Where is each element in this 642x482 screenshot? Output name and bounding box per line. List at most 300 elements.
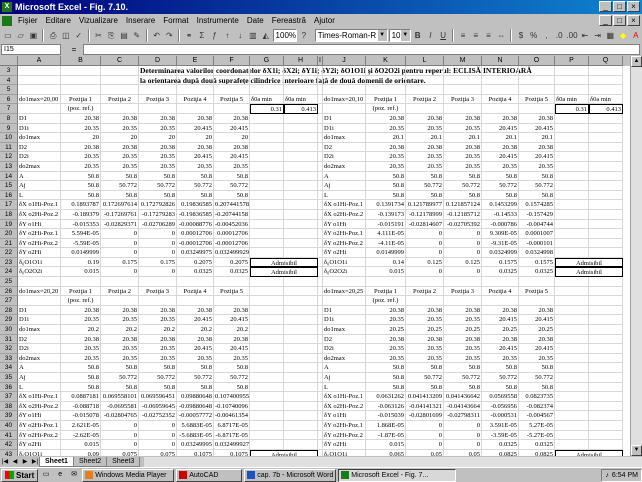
cell-q13[interactable] — [589, 162, 623, 172]
cell-p22[interactable] — [555, 248, 589, 258]
cell-m7[interactable] — [444, 104, 482, 114]
cell-k17[interactable]: 0.1391734 — [366, 200, 406, 210]
cell-a29[interactable]: D1i — [18, 315, 61, 325]
cell-h4[interactable] — [284, 76, 318, 86]
cell-q37[interactable] — [589, 392, 623, 402]
cell-q9[interactable] — [589, 124, 623, 134]
cell-f31[interactable]: 20.38 — [214, 335, 250, 345]
cell-p11[interactable] — [555, 143, 589, 153]
cell-n29[interactable]: 20.415 — [482, 315, 519, 325]
cell-a7[interactable] — [18, 104, 61, 114]
cell-q36[interactable] — [589, 383, 623, 393]
cell-m17[interactable]: 0.121857124 — [445, 201, 480, 209]
cell-n36[interactable]: 50.8 — [482, 383, 519, 393]
cell-o3[interactable] — [519, 66, 555, 76]
align-center-icon[interactable]: ≡ — [473, 30, 478, 40]
row-header[interactable]: 11 — [0, 143, 18, 153]
mail-icon[interactable]: ✉ — [71, 471, 78, 478]
cell-c3[interactable] — [101, 66, 139, 76]
italic-button[interactable]: I — [429, 30, 432, 40]
row-header[interactable]: 13 — [0, 162, 18, 172]
cell-h33[interactable] — [284, 354, 318, 364]
cell-g17[interactable] — [250, 200, 284, 210]
cell-e19[interactable]: -0.00088776 — [178, 220, 212, 228]
formula-input[interactable] — [83, 44, 640, 55]
cell-h41[interactable] — [284, 431, 318, 441]
font-size-select[interactable] — [389, 29, 411, 42]
cell-q22[interactable] — [589, 248, 623, 258]
cell-n13[interactable]: 20.35 — [482, 162, 519, 172]
row-header[interactable]: 18 — [0, 210, 18, 220]
cell-l19[interactable]: -0.02814607 — [406, 220, 444, 230]
cell-a14[interactable]: A — [18, 172, 61, 182]
cell-a19[interactable]: δY o1Hi — [18, 220, 61, 230]
cell-a22[interactable]: δY o2Hi — [18, 248, 61, 258]
cell-f33[interactable]: 20.35 — [214, 354, 250, 364]
cell-m42[interactable]: 0 — [444, 440, 482, 450]
cell-n35[interactable]: 50.772 — [482, 373, 519, 383]
cell-m36[interactable]: 50.8 — [444, 383, 482, 393]
cell-d9[interactable]: 20.35 — [139, 124, 177, 134]
cell-b16[interactable]: 50.8 — [61, 191, 101, 201]
cell-h18[interactable] — [284, 210, 318, 220]
cell-b29[interactable]: 20.35 — [61, 315, 101, 325]
task-media-player[interactable] — [82, 469, 174, 482]
cell-l22[interactable]: 0 — [406, 248, 444, 258]
column-header-i[interactable]: I — [318, 56, 323, 66]
cell-q5[interactable] — [589, 85, 623, 95]
column-header-m[interactable]: M — [444, 56, 482, 66]
cell-m5[interactable] — [444, 85, 482, 95]
cell-e42[interactable]: 0.03249995 — [177, 440, 214, 450]
cell-m34[interactable]: 50.8 — [444, 363, 482, 373]
cell-h10[interactable] — [284, 133, 318, 143]
row-header[interactable]: 5 — [0, 85, 18, 95]
cell-o22[interactable]: 0.0324998 — [519, 248, 555, 258]
scroll-up-icon[interactable]: ▲ — [631, 56, 642, 67]
cell-m23[interactable]: 0.125 — [444, 258, 482, 268]
cell-n3[interactable] — [482, 66, 519, 76]
cell-q38[interactable] — [589, 402, 623, 412]
cell-b10[interactable]: 20 — [61, 133, 101, 143]
cell-k15[interactable]: 50.8 — [366, 181, 406, 191]
cell-q27[interactable] — [589, 296, 623, 306]
cell-g29[interactable] — [250, 315, 284, 325]
cell-f27[interactable] — [214, 296, 250, 306]
task-excel[interactable] — [338, 469, 456, 482]
cell-k35[interactable]: 50.8 — [366, 373, 406, 383]
font-color-icon[interactable]: A — [633, 30, 639, 40]
cell-e18[interactable]: -0.19836585 — [178, 210, 212, 218]
cell-l15[interactable]: 50.772 — [406, 181, 444, 191]
cell-h39[interactable] — [284, 411, 318, 421]
cell-h28[interactable] — [284, 306, 318, 316]
row-header[interactable]: 19 — [0, 220, 18, 230]
cell-e16[interactable]: 50.8 — [177, 191, 214, 201]
cell-l35[interactable]: 50.772 — [406, 373, 444, 383]
cell-g12[interactable] — [250, 152, 284, 162]
cell-g5[interactable] — [250, 85, 284, 95]
cell-k10[interactable]: 20.1 — [366, 133, 406, 143]
cell-e29[interactable]: 20.415 — [177, 315, 214, 325]
cell-f12[interactable]: 20.415 — [214, 152, 250, 162]
menu-view[interactable]: Vizualizare — [78, 16, 118, 25]
cell-c35[interactable]: 50.772 — [101, 373, 139, 383]
cell-e9[interactable]: 20.415 — [177, 124, 214, 134]
cell-c36[interactable]: 50.8 — [101, 383, 139, 393]
last-sheet-icon[interactable]: ▶| — [31, 458, 39, 465]
cell-f15[interactable]: 50.772 — [214, 181, 250, 191]
cell-l5[interactable] — [406, 85, 444, 95]
cell-k16[interactable]: 50.8 — [366, 191, 406, 201]
workbook-icon[interactable] — [2, 16, 12, 26]
function-icon[interactable]: ƒ — [212, 30, 217, 40]
cell-p36[interactable] — [555, 383, 589, 393]
cell-j36[interactable]: L — [323, 383, 366, 393]
cell-b37[interactable]: 0.0887181 — [61, 392, 101, 402]
cell-p9[interactable] — [555, 124, 589, 134]
menu-window[interactable]: Fereastră — [271, 16, 306, 25]
row-header[interactable]: 33 — [0, 354, 18, 364]
cell-d40[interactable]: 0 — [139, 421, 177, 431]
font-select[interactable] — [315, 29, 388, 42]
cell-p7[interactable]: 0.31 — [555, 104, 589, 114]
cell-a6[interactable]: do1max=20,00 — [18, 95, 61, 105]
cell-b4[interactable] — [61, 76, 101, 86]
cell-k38[interactable]: -0.063126 — [366, 402, 406, 412]
bold-button[interactable]: B — [414, 30, 421, 40]
cell-c34[interactable]: 50.8 — [101, 363, 139, 373]
cell-o5[interactable] — [519, 85, 555, 95]
cell-c13[interactable]: 20.35 — [101, 162, 139, 172]
cell-f42[interactable]: 0.032499927 — [215, 441, 250, 449]
cell-o33[interactable]: 20.35 — [519, 354, 555, 364]
cell-o10[interactable]: 20.1 — [519, 133, 555, 143]
cell-a12[interactable]: D2i — [18, 152, 61, 162]
cell-o31[interactable]: 20.38 — [519, 335, 555, 345]
cell-c8[interactable]: 20.38 — [101, 114, 139, 124]
cell-p38[interactable] — [555, 402, 589, 412]
cell-p41[interactable] — [555, 431, 589, 441]
cell-k9[interactable]: 20.35 — [366, 124, 406, 134]
cell-m3[interactable] — [444, 66, 482, 76]
vertical-scrollbar[interactable] — [630, 56, 642, 456]
menu-data[interactable]: Date — [246, 16, 264, 25]
cut-icon[interactable]: ✂ — [95, 30, 102, 40]
cell-e4[interactable] — [177, 76, 214, 86]
cell-f41[interactable]: -6.8717E-05 — [215, 431, 248, 439]
cell-j15[interactable]: Aj — [323, 181, 366, 191]
cell-g30[interactable] — [250, 325, 284, 335]
row-header[interactable]: 22 — [0, 248, 18, 258]
cell-b41[interactable]: -2.62E-05 — [61, 431, 101, 441]
cell-n27[interactable] — [482, 296, 519, 306]
cell-f36[interactable]: 50.8 — [214, 383, 250, 393]
cell-a16[interactable]: L — [18, 191, 61, 201]
cell-k33[interactable]: 20.35 — [366, 354, 406, 364]
cell-n7[interactable] — [482, 104, 519, 114]
cell-b35[interactable]: 50.8 — [61, 373, 101, 383]
row-header[interactable]: 15 — [0, 181, 18, 191]
cell-g43[interactable]: Admisibil — [250, 450, 318, 456]
cell-a31[interactable]: D2 — [18, 335, 61, 345]
column-header-p[interactable]: P — [555, 56, 589, 66]
cell-a36[interactable]: L — [18, 383, 61, 393]
cell-j3[interactable] — [323, 66, 366, 76]
align-left-icon[interactable]: ≡ — [460, 30, 466, 40]
print-icon[interactable]: ⎙ — [49, 30, 57, 40]
row-header[interactable]: 10 — [0, 133, 18, 143]
cell-n19[interactable]: -0.000786 — [482, 220, 519, 230]
cell-h31[interactable] — [284, 335, 318, 345]
cell-q6[interactable]: δ0a min — [589, 95, 623, 105]
cell-d10[interactable]: 20 — [139, 133, 177, 143]
cell-b26[interactable]: Poziţia 1 — [61, 287, 101, 297]
cell-h16[interactable] — [284, 191, 318, 201]
cell-q21[interactable] — [589, 239, 623, 249]
cell-b17[interactable]: 0.1893787 — [61, 200, 101, 210]
cell-j35[interactable]: Aj — [323, 373, 366, 383]
cell-q12[interactable] — [589, 152, 623, 162]
cell-n31[interactable]: 20.38 — [482, 335, 519, 345]
cell-f34[interactable]: 50.8 — [214, 363, 250, 373]
cell-g38[interactable] — [250, 402, 284, 412]
cell-j8[interactable]: D1 — [323, 114, 366, 124]
new-icon[interactable]: ▭ — [4, 30, 12, 40]
cell-q34[interactable] — [589, 363, 623, 373]
cell-d33[interactable]: 20.35 — [139, 354, 177, 364]
cell-d34[interactable]: 50.8 — [139, 363, 177, 373]
cell-l23[interactable]: 0.125 — [406, 258, 444, 268]
cell-d21[interactable]: 0 — [139, 239, 177, 249]
cell-b23[interactable]: 0.19 — [61, 258, 101, 268]
row-header[interactable]: 6 — [0, 95, 18, 105]
row-header[interactable]: 31 — [0, 335, 18, 345]
cell-j38[interactable]: δX o2Hi-Poz.2 — [323, 402, 366, 412]
cell-m29[interactable]: 20.35 — [444, 315, 482, 325]
cell-o27[interactable] — [519, 296, 555, 306]
cell-h40[interactable] — [284, 421, 318, 431]
cell-e11[interactable]: 20.38 — [177, 143, 214, 153]
cell-g40[interactable] — [250, 421, 284, 431]
cell-k13[interactable]: 20.35 — [366, 162, 406, 172]
cell-m33[interactable]: 20.35 — [444, 354, 482, 364]
cell-o15[interactable]: 50.772 — [519, 181, 555, 191]
cell-j14[interactable]: A — [323, 172, 366, 182]
cell-b18[interactable]: -0.189379 — [61, 210, 101, 220]
cell-m19[interactable]: -0.02705392 — [444, 220, 482, 230]
cell-e28[interactable]: 20.38 — [177, 306, 214, 316]
cell-o37[interactable]: 0.0823735 — [519, 392, 555, 402]
cell-k24[interactable]: 0.015 — [366, 267, 406, 277]
cell-e26[interactable]: Poziţia 4 — [177, 287, 214, 297]
cell-j28[interactable]: D1 — [323, 306, 366, 316]
cell-g23[interactable]: Admisibil — [250, 258, 318, 268]
cell-j27[interactable] — [323, 296, 366, 306]
cell-d25[interactable] — [139, 277, 177, 287]
cell-c23[interactable]: 0.175 — [101, 258, 139, 268]
cell-c5[interactable] — [101, 85, 139, 95]
cell-q15[interactable] — [589, 181, 623, 191]
cell-p10[interactable] — [555, 133, 589, 143]
cell-f8[interactable]: 20.38 — [214, 114, 250, 124]
cell-l13[interactable]: 20.35 — [406, 162, 444, 172]
cell-j13[interactable]: do2max — [323, 162, 366, 172]
cell-d4[interactable]: la orientarea după două suprafeţe cilindrice interioare faţă de două domenii de orientare. — [140, 75, 426, 85]
cell-l12[interactable]: 20.35 — [406, 152, 444, 162]
cell-b8[interactable]: 20.38 — [61, 114, 101, 124]
cell-e40[interactable]: 5.6883E-05 — [177, 421, 214, 431]
column-header-a[interactable]: A — [18, 56, 61, 66]
cell-a4[interactable] — [18, 76, 61, 86]
cell-a41[interactable]: δY o2Hi-Poz.2 — [18, 431, 61, 441]
cell-g14[interactable] — [250, 172, 284, 182]
row-header[interactable]: 25 — [0, 277, 18, 287]
cell-e27[interactable] — [177, 296, 214, 306]
cell-p39[interactable] — [555, 411, 589, 421]
cell-c11[interactable]: 20.38 — [101, 143, 139, 153]
cell-n39[interactable]: -0.000531 — [482, 411, 519, 421]
cell-q10[interactable] — [589, 133, 623, 143]
cell-l9[interactable]: 20.35 — [406, 124, 444, 134]
cell-f32[interactable]: 20.415 — [214, 344, 250, 354]
cell-d8[interactable]: 20.38 — [139, 114, 177, 124]
cell-p25[interactable] — [555, 277, 589, 287]
cell-a13[interactable]: do2max — [18, 162, 61, 172]
open-icon[interactable]: ▱ — [17, 30, 24, 40]
cell-l36[interactable]: 50.8 — [406, 383, 444, 393]
cell-o43[interactable]: 0.0825 — [519, 450, 555, 456]
row-header[interactable]: 12 — [0, 152, 18, 162]
cell-j40[interactable]: δY o2Hi-Poz.1 — [323, 421, 366, 431]
cell-n10[interactable]: 20.1 — [482, 133, 519, 143]
cell-g26[interactable] — [250, 287, 284, 297]
cell-f17[interactable]: 0.207441578 — [215, 201, 250, 209]
cell-l40[interactable]: 0 — [406, 421, 444, 431]
cell-j29[interactable]: D1i — [323, 315, 366, 325]
cell-d20[interactable]: 0 — [139, 229, 177, 239]
cell-l31[interactable]: 20.38 — [406, 335, 444, 345]
column-header-q[interactable]: Q — [589, 56, 623, 66]
cell-e3[interactable] — [177, 66, 214, 76]
cell-a26[interactable]: do1max=20,20 — [18, 287, 61, 297]
cell-p34[interactable] — [555, 363, 589, 373]
cell-c19[interactable]: -0.02829371 — [101, 220, 139, 230]
cell-p21[interactable] — [555, 239, 589, 249]
copy-icon[interactable]: ⎘ — [108, 30, 115, 40]
cell-j34[interactable]: A — [323, 363, 366, 373]
cell-k12[interactable]: 20.35 — [366, 152, 406, 162]
cell-o41[interactable]: -5.27E-05 — [519, 431, 555, 441]
cell-d41[interactable]: 0 — [139, 431, 177, 441]
cell-c18[interactable]: -0.17269761 — [101, 210, 139, 220]
next-sheet-icon[interactable]: ▶ — [22, 458, 28, 465]
cell-d24[interactable]: 0 — [139, 267, 177, 277]
cell-q32[interactable] — [589, 344, 623, 354]
cell-f4[interactable] — [214, 76, 250, 86]
column-header-j[interactable]: J — [323, 56, 366, 66]
cell-m21[interactable]: 0 — [444, 239, 482, 249]
cell-b36[interactable]: 50.8 — [61, 383, 101, 393]
cell-k29[interactable]: 20.35 — [366, 315, 406, 325]
cell-j12[interactable]: D2i — [323, 152, 366, 162]
cell-c41[interactable]: 0 — [101, 431, 139, 441]
volume-icon[interactable]: ♪ — [605, 471, 609, 479]
cell-k43[interactable]: 0.065 — [366, 450, 406, 456]
hyperlink-icon[interactable]: ⚭ — [185, 30, 193, 40]
cell-k19[interactable]: -0.015191 — [366, 220, 406, 230]
column-header-l[interactable]: L — [406, 56, 444, 66]
cell-p8[interactable] — [555, 114, 589, 124]
cell-h42[interactable] — [284, 440, 318, 450]
cell-f21[interactable]: -0.00012706 — [215, 239, 249, 247]
equals-icon[interactable]: = — [71, 44, 77, 54]
cell-o25[interactable] — [519, 277, 555, 287]
cell-h27[interactable] — [284, 296, 318, 306]
cell-h36[interactable] — [284, 383, 318, 393]
cell-n11[interactable]: 20.38 — [482, 143, 519, 153]
cell-n20[interactable]: 9.309E-05 — [482, 229, 519, 239]
cell-j16[interactable]: L — [323, 191, 366, 201]
save-icon[interactable]: ▣ — [29, 30, 38, 40]
cell-m6[interactable]: Poziţia 3 — [444, 95, 482, 105]
cell-g33[interactable] — [250, 354, 284, 364]
cell-j6[interactable]: do1max=20,10 — [323, 95, 366, 105]
cell-o16[interactable]: 50.8 — [519, 191, 555, 201]
cell-h30[interactable] — [284, 325, 318, 335]
cell-l29[interactable]: 20.35 — [406, 315, 444, 325]
prev-sheet-icon[interactable]: ◀ — [12, 458, 18, 465]
cell-d14[interactable]: 50.8 — [139, 172, 177, 182]
column-header-d[interactable]: D — [139, 56, 177, 66]
cell-q31[interactable] — [589, 335, 623, 345]
cell-p14[interactable] — [555, 172, 589, 182]
cell-o19[interactable]: -0.004744 — [519, 220, 555, 230]
scroll-down-icon[interactable]: ▼ — [631, 445, 642, 456]
cell-p33[interactable] — [555, 354, 589, 364]
cell-e10[interactable]: 20 — [177, 133, 214, 143]
cell-e8[interactable]: 20.38 — [177, 114, 214, 124]
cell-e15[interactable]: 50.772 — [177, 181, 214, 191]
cell-h13[interactable] — [284, 162, 318, 172]
cell-q29[interactable] — [589, 315, 623, 325]
cell-j39[interactable]: δY o1Hi — [323, 411, 366, 421]
cell-m38[interactable]: -0.04143664 — [444, 402, 482, 412]
cell-c30[interactable]: 20.2 — [101, 325, 139, 335]
row-header[interactable]: 43 — [0, 450, 18, 456]
cell-k18[interactable]: -0.139173 — [366, 210, 406, 220]
cell-n40[interactable]: 3.591E-05 — [482, 421, 519, 431]
row-header[interactable]: 40 — [0, 421, 18, 431]
cell-j11[interactable]: D2 — [323, 143, 366, 153]
cell-b7[interactable]: (poz. ref.) — [61, 104, 101, 114]
cell-m39[interactable]: -0.02798311 — [444, 411, 482, 421]
cell-b39[interactable]: -0.015078 — [61, 411, 101, 421]
cell-f10[interactable]: 20 — [214, 133, 250, 143]
decrease-indent-icon[interactable]: ⇤ — [581, 30, 589, 40]
cell-j43[interactable]: δ₀O1O1i — [323, 450, 366, 456]
cell-k42[interactable]: 0.015 — [366, 440, 406, 450]
cell-e24[interactable]: 0.0325 — [177, 267, 214, 277]
sort-desc-icon[interactable]: ↓ — [238, 30, 243, 40]
cell-c9[interactable]: 20.35 — [101, 124, 139, 134]
cell-b28[interactable]: 20.38 — [61, 306, 101, 316]
cell-n28[interactable]: 20.38 — [482, 306, 519, 316]
cell-j26[interactable]: do1max=20,25 — [323, 287, 366, 297]
cell-j37[interactable]: δX o1Hi-Poz.1 — [323, 392, 366, 402]
cell-m18[interactable]: -0.12185712 — [444, 210, 482, 220]
cell-n16[interactable]: 50.8 — [482, 191, 519, 201]
